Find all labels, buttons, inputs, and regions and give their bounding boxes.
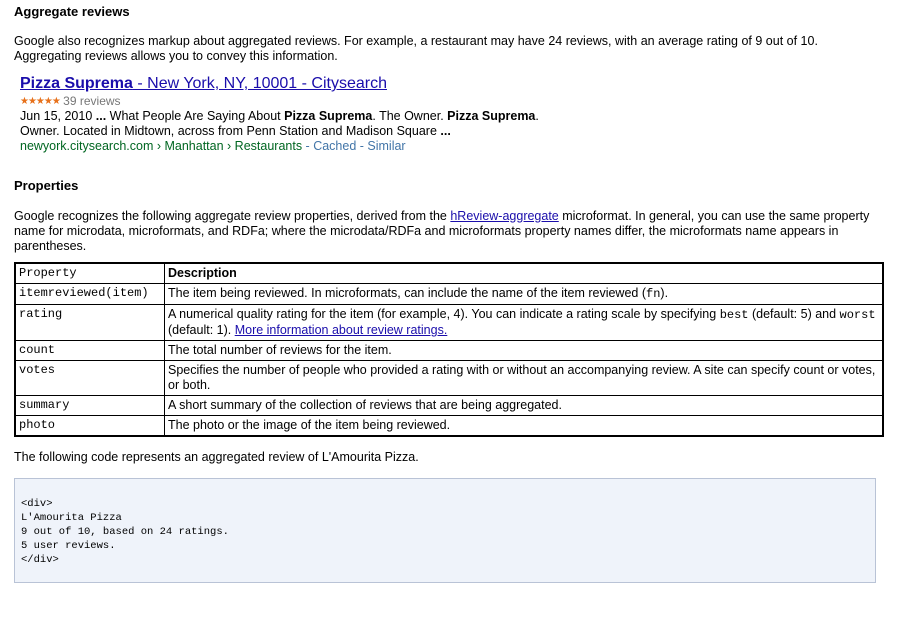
property-description: A short summary of the collection of reviews that are being aggregated. [165,396,884,416]
breadcrumb-separator: › [153,139,165,153]
table-row [15,341,883,361]
code-line: 5 user reviews. [21,540,116,552]
cite-dash: - [356,139,368,153]
property-description: The total number of reviews for the item. [165,341,884,361]
code-token: worst [839,308,876,322]
result-title-bold: Pizza Suprema [20,75,133,92]
code-sample [14,478,876,583]
snippet-text: . The Owner. [372,109,448,123]
review-count: 39 reviews [63,94,121,108]
properties-desc-part1: Google recognizes the following aggregate review properties, derived from the [14,209,451,223]
properties-desc-part2: microformat. In general, you can use the same property name for microdata, microformats, and RDFa; where the microdata/RDFa and microformats property names differ, the microformats name appears in parentheses. [14,209,870,253]
cached-link[interactable]: Cached [313,139,357,153]
description-text: The item being reviewed. In microformats, can include the name of the item reviewed ( [168,286,646,300]
result-title [20,74,885,94]
cite-path-restaurants: Restaurants [234,139,303,153]
rating-row [20,94,885,109]
table-row [15,416,883,437]
description-text: A numerical quality rating for the item (for example, 4). You can indicate a rating scale by specifying [168,307,720,321]
code-line: L'Amourita Pizza [21,512,122,524]
cite-host: newyork.citysearch.com [20,139,154,153]
property-name: votes [15,361,165,396]
code-intro-text: The following code represents an aggregated review of L'Amourita Pizza. [14,450,419,464]
section-heading-aggregate-reviews: Aggregate reviews [14,4,130,19]
column-header-property: Property [15,263,165,284]
property-description: The photo or the image of the item being reviewed. [165,416,884,437]
result-snippet [20,109,550,139]
table-header-row [15,263,883,284]
property-name: rating [15,305,165,341]
result-title-rest: - New York, NY, 10001 - Citysearch [132,75,387,92]
intro-line-2: Aggregating reviews allows you to convey this information. [14,49,338,63]
property-description [165,305,884,341]
properties-description [14,209,874,254]
property-description: Specifies the number of people who provided a rating with or without an accompanying review. A site can specify count or votes, or both. [165,361,884,396]
code-token: best [719,308,749,322]
code-line: 9 out of 10, based on 24 ratings. [21,526,229,538]
snippet-date: Jun 15, 2010 [20,109,93,123]
star-rating-icon: ★★★★★ [20,96,60,107]
property-name: summary [15,396,165,416]
table-row [15,305,883,341]
similar-link[interactable]: Similar [367,139,406,153]
section-heading-properties: Properties [14,178,79,193]
description-text: (default: 5) and [748,307,840,321]
description-text: (default: 1). [168,323,235,337]
cite-dash: - [302,139,314,153]
snippet-ellipsis: ... [92,109,107,123]
properties-table [14,262,884,437]
cite-path-manhattan: Manhattan [164,139,224,153]
property-name: count [15,341,165,361]
snippet-text: What People Are Saying About [106,109,285,123]
review-ratings-info-link[interactable]: More information about review ratings. [234,323,448,337]
snippet-text: . Owner. Located in Midtown, across from Penn Station and Madison Square [20,109,539,138]
code-line: <div> [21,498,53,510]
property-name: itemreviewed(item) [15,284,165,305]
hreview-aggregate-link[interactable]: hReview-aggregate [450,209,559,223]
code-line: </div> [21,554,59,566]
property-description [165,284,884,305]
intro-line-1: Google also recognizes markup about aggregated reviews. For example, a restaurant may have 24 reviews, with an average rating of 9 out of 10. [14,34,818,48]
description-text: ). [660,286,669,300]
column-header-description: Description [165,263,884,284]
result-title-link[interactable] [20,75,387,92]
breadcrumb-separator: › [223,139,235,153]
result-cite [20,139,885,154]
snippet-ellipsis: ... [440,124,451,138]
snippet-bold-name: Pizza Suprema [284,109,373,123]
property-name: photo [15,416,165,437]
snippet-bold-name: Pizza Suprema [447,109,536,123]
table-row [15,284,883,305]
aggregate-intro [14,34,885,64]
search-result-example [20,74,885,154]
table-row [15,361,883,396]
table-row [15,396,883,416]
code-token: fn [646,287,661,301]
